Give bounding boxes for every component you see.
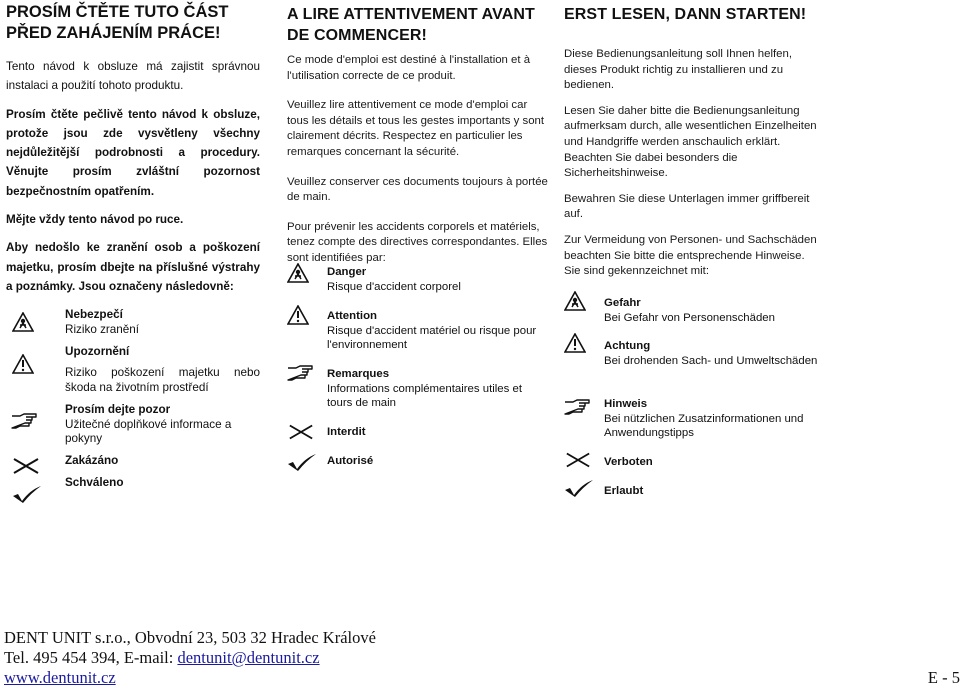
symbol-name: Gefahr xyxy=(604,297,641,309)
french-symbol-danger xyxy=(327,265,549,294)
symbol-name: Remarques xyxy=(327,368,390,380)
symbol-name: Interdit xyxy=(327,426,366,438)
symbol-desc: Risque d'accident corporel xyxy=(327,280,461,293)
czech-column xyxy=(6,0,260,296)
pointing-hand-icon xyxy=(563,398,591,416)
symbol-name: Danger xyxy=(327,266,367,278)
attention-icon xyxy=(564,333,586,353)
symbol-desc: Informations complémentaires utiles et tours de main xyxy=(327,382,522,409)
czech-symbol-danger xyxy=(65,308,260,337)
symbol-desc: Bei nützlichen Zusatzinformationen und Anwendungstipps xyxy=(604,412,804,439)
pointing-hand-icon xyxy=(10,412,38,430)
forbidden-icon xyxy=(565,452,591,468)
forbidden-icon xyxy=(12,458,40,474)
french-heading: A LIRE ATTENTIVEMENT AVANT DE COMMENCER! xyxy=(287,6,535,44)
forbidden-icon xyxy=(288,424,314,440)
symbol-name: Schváleno xyxy=(65,476,124,489)
czech-symbol-attention-desc: Riziko poškození majetku nebo škoda na životním prostředí xyxy=(65,366,260,394)
french-instructions-paragraph: Veuillez lire attentivement ce mode d'emploi car tous les détails et tous les gestes importants y sont clairement décrits. Respectez en particulier les remarques concernant la sécurité. xyxy=(287,99,545,158)
website-link[interactable]: www.dentunit.cz xyxy=(4,668,116,687)
symbol-desc: Bei Gefahr von Personenschäden xyxy=(604,311,775,324)
french-keep-docs-paragraph: Veuillez conserver ces documents toujours à portée de main. xyxy=(287,175,548,204)
checkmark-icon xyxy=(12,484,42,504)
french-column xyxy=(287,0,549,267)
german-symbol-allowed xyxy=(604,484,824,499)
german-symbol-attention xyxy=(604,339,824,368)
german-keep-docs-paragraph: Bewahren Sie diese Unterlagen immer griffbereit auf. xyxy=(564,192,810,221)
german-instructions-paragraph: Lesen Sie daher bitte die Bedienungsanleitung aufmerksam durch, alle wesentlichen Einzelheiten und Handgriffe werden anschaulich erklärt. Beachten Sie dabei besonders die Sicherheitshinweise. xyxy=(564,104,817,180)
attention-icon xyxy=(287,305,309,325)
symbol-desc: Riziko zranění xyxy=(65,322,140,336)
french-symbol-authorized xyxy=(327,454,549,469)
symbol-name: Hinweis xyxy=(604,398,648,410)
checkmark-icon xyxy=(564,478,594,498)
czech-intro-paragraph: Tento návod k obsluze má zajistit správnou instalaci a použití tohoto produktu. xyxy=(6,60,260,93)
page-number: E - 5 xyxy=(927,668,960,687)
symbol-name: Nebezpečí xyxy=(65,308,123,321)
phone-label: Tel. 495 454 394, E-mail: xyxy=(4,648,178,667)
french-symbol-attention xyxy=(327,309,549,353)
danger-icon xyxy=(287,263,309,283)
symbol-name: Achtung xyxy=(604,340,651,352)
symbol-name: Upozornění xyxy=(65,345,130,358)
czech-warnings-paragraph: Aby nedošlo ke zranění osob a poškození majetku, prosím dbejte na příslušné výstrahy a poznámky. Jsou označeny následovně: xyxy=(6,241,260,293)
czech-symbol-notes xyxy=(65,403,260,447)
czech-heading: PROSÍM ČTĚTE TUTO ČÁST PŘED ZAHÁJENÍM PRÁCE! xyxy=(6,3,229,42)
french-symbol-forbidden xyxy=(327,425,549,440)
checkmark-icon xyxy=(287,452,317,472)
german-column xyxy=(564,0,822,280)
german-intro-paragraph: Diese Bedienungsanleitung soll Ihnen helfen, dieses Produkt richtig zu installieren und zu bedienen. xyxy=(564,48,792,92)
symbol-desc: Risque d'accident matériel ou risque pour l'environnement xyxy=(327,324,537,351)
german-symbol-danger xyxy=(604,296,824,325)
symbol-name: Erlaubt xyxy=(604,485,644,497)
symbol-name: Zakázáno xyxy=(65,454,119,467)
symbol-name: Attention xyxy=(327,310,377,322)
danger-icon xyxy=(12,312,34,332)
french-symbol-notes xyxy=(327,367,549,411)
czech-keep-manual-paragraph: Mějte vždy tento návod po ruce. xyxy=(6,213,184,227)
german-symbol-notes xyxy=(604,397,824,441)
czech-symbol-forbidden xyxy=(65,454,260,469)
email-link[interactable]: dentunit@dentunit.cz xyxy=(177,648,320,667)
german-symbol-forbidden xyxy=(604,455,824,470)
french-warnings-paragraph: Pour prévenir les accidents corporels et matériels, tenez compte des directives correspondantes. Elles sont identifiées par: xyxy=(287,220,548,264)
company-address: DENT UNIT s.r.o., Obvodní 23, 503 32 Hradec Králové xyxy=(4,628,376,647)
symbol-name: Autorisé xyxy=(327,455,374,467)
symbol-name: Prosím dejte pozor xyxy=(65,403,171,416)
symbol-name: Verboten xyxy=(604,456,653,468)
danger-icon xyxy=(564,291,586,311)
attention-icon xyxy=(12,354,34,374)
symbol-desc: Užitečné doplňkové informace a pokyny xyxy=(65,417,232,445)
french-intro-paragraph: Ce mode d'emploi est destiné à l'installation et à l'utilisation correcte de ce produit. xyxy=(287,54,531,82)
symbol-desc: Bei drohenden Sach- und Umweltschäden xyxy=(604,354,818,367)
german-heading: ERST LESEN, DANN STARTEN! xyxy=(564,6,807,23)
czech-symbol-approved xyxy=(65,476,260,491)
czech-symbol-attention xyxy=(65,345,260,360)
czech-instructions-paragraph: Prosím čtěte pečlivě tento návod k obsluze, protože jsou zde vysvětleny všechny nejdůležitější podrobnosti a procedury. Věnujte prosím zvláštní pozornost bezpečnostním opatřením. xyxy=(6,107,260,198)
pointing-hand-icon xyxy=(286,364,314,382)
contact-line xyxy=(4,648,960,668)
page-footer xyxy=(4,628,960,688)
german-warnings-paragraph: Zur Vermeidung von Personen- und Sachschäden beachten Sie bitte die entsprechende Hinweise. Sie sind gekennzeichnet mit: xyxy=(564,233,817,278)
